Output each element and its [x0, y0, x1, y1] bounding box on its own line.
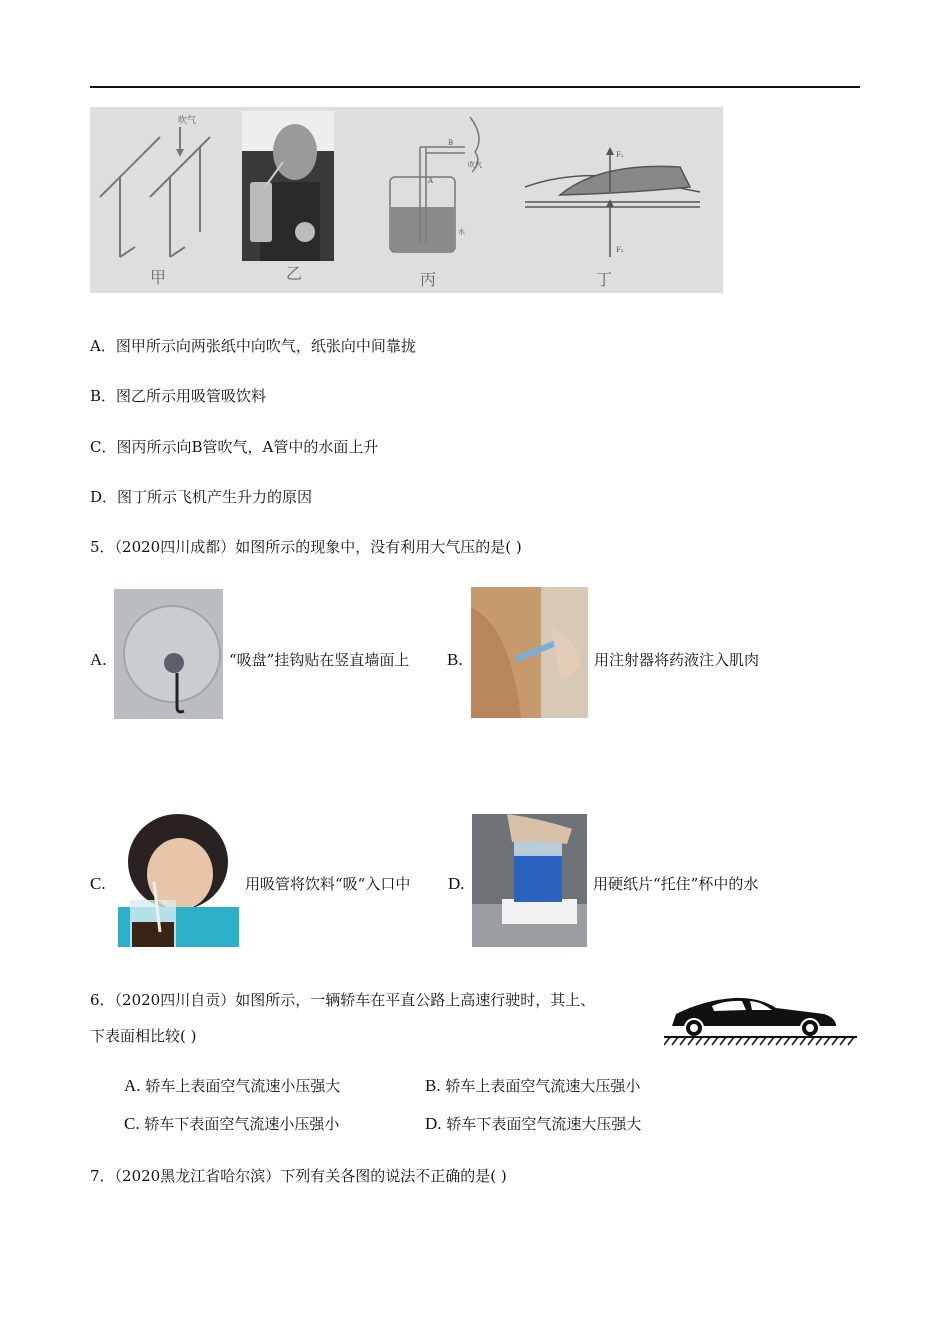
q6-option-b: [425, 1076, 640, 1096]
blow-label: 吹气: [178, 116, 197, 126]
q5-option-d-letter: D.: [448, 874, 465, 893]
q5-photo-syringe: [471, 587, 588, 718]
q6-option-d-letter: D.: [425, 1114, 442, 1133]
figure-yi: [242, 111, 334, 261]
q6-option-a-letter: A.: [124, 1076, 141, 1095]
q6-car-figure: [664, 990, 857, 1046]
q4-option-a: A．图甲所示向两张纸中向吹气，纸张向中间靠拢: [90, 337, 416, 355]
figure-jia: [100, 127, 210, 257]
water-label: 水: [458, 228, 465, 236]
q5-option-c-letter: C.: [90, 874, 106, 893]
q5-photo-girl-straw: [118, 812, 239, 947]
q7-stem: [90, 1166, 507, 1186]
q5-option-a-text: “吸盘”挂钩贴在竖直墙面上: [229, 651, 410, 669]
header-rule: [90, 86, 860, 88]
q6-option-d-text: 轿车下表面空气流速大压强大: [446, 1115, 642, 1133]
figure-label-bing: 丙: [420, 270, 437, 289]
q6-option-d: [425, 1114, 641, 1134]
q5-stem: [90, 537, 522, 557]
q6-paren: ( ): [180, 1027, 197, 1045]
q6-stem-line1: 6．（2020四川自贡）如图所示，一辆轿车在平直公路上高速行驶时，其上、: [90, 991, 596, 1009]
q5-option-b-letter: B.: [447, 650, 463, 669]
f2-label: F₂: [616, 246, 624, 254]
q6-stem-line2: [90, 1026, 197, 1046]
tube-a-label: A: [428, 177, 434, 185]
q5-photo-paper-cup: [472, 814, 587, 947]
figure-bing: [390, 117, 479, 252]
q4-option-c: C．图丙所示向B管吹气，A管中的水面上升: [90, 438, 379, 456]
q6-option-c-text: 轿车下表面空气流速小压强小: [144, 1115, 340, 1133]
q5-option-c-text: 用吸管将饮料“吸“入口中: [245, 875, 411, 893]
q7-paren: ( ): [490, 1167, 507, 1185]
q5-stem-text: 5．（2020四川成都）如图所示的现象中，没有利用大气压的是: [90, 538, 506, 556]
q5-paren: ( ): [505, 538, 522, 556]
blow-label-2: 吹气: [468, 161, 482, 169]
figure-ding: [525, 147, 700, 257]
q4-option-b: B．图乙所示用吸管吸饮料: [90, 387, 267, 405]
figure-label-ding: 丁: [596, 270, 613, 289]
figure-label-jia: 甲: [150, 268, 167, 287]
q6-option-b-text: 轿车上表面空气流速大压强小: [445, 1077, 641, 1095]
figure-label-yi: 乙: [286, 264, 303, 283]
q5-option-d-text: 用硬纸片“托住”杯中的水: [593, 875, 759, 893]
q6-option-c: [124, 1114, 339, 1134]
q6-option-a: [124, 1076, 340, 1096]
f1-label: F₁: [616, 151, 624, 159]
q6-option-c-letter: C.: [124, 1114, 140, 1133]
q5-option-a-letter: A.: [90, 650, 107, 669]
q5-option-b-text: 用注射器将药液注入肌肉: [594, 651, 760, 669]
q4-figure-strip: [90, 107, 723, 293]
q6-option-b-letter: B.: [425, 1076, 441, 1095]
tube-b-label: B: [448, 139, 454, 147]
q7-stem-text: 7．（2020黑龙江省哈尔滨）下列有关各图的说法不正确的是: [90, 1167, 491, 1185]
q6-option-a-text: 轿车上表面空气流速小压强大: [145, 1077, 341, 1095]
q4-option-d: D．图丁所示飞机产生升力的原因: [90, 488, 313, 506]
q5-photo-suction-cup: [114, 589, 223, 719]
q4-figure-drawing: [90, 107, 723, 293]
q6-stem-line2-text: 下表面相比较: [90, 1027, 181, 1045]
